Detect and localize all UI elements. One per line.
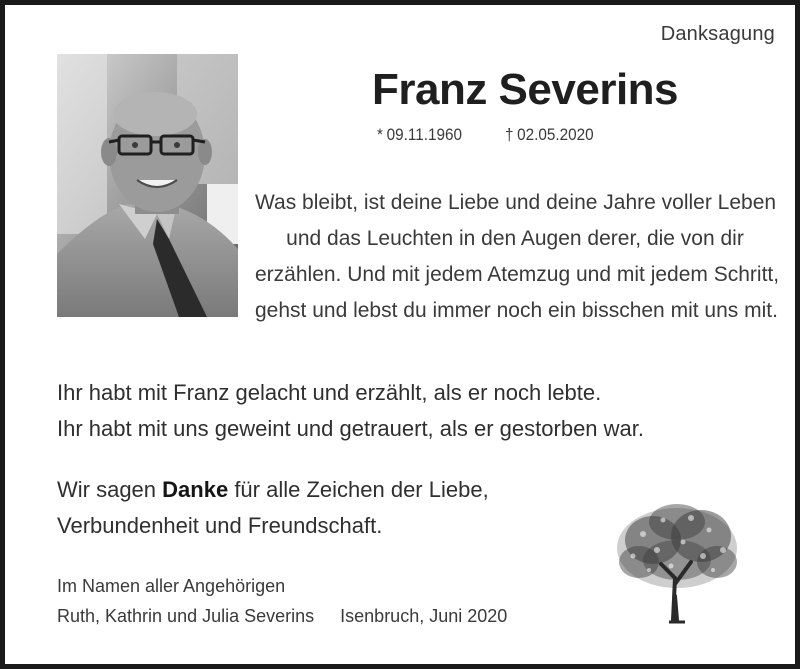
thanks-emphasis: Danke [162,477,229,502]
portrait-photo [57,54,238,317]
thanks-suffix: für alle Zeichen der Liebe, [228,477,489,502]
death-date [505,125,594,145]
deceased-name: Franz Severins [371,65,679,114]
signature-block [57,571,617,631]
signature-line [57,601,617,631]
poem-line: Was bleibt, ist deine Liebe und deine Jahre voller Leben [255,191,777,214]
category-label: Danksagung [660,23,775,45]
thanks-prefix: Wir sagen [57,477,163,502]
poem-line: erzählen. Und mit jedem Atemzug und mit jedem Schritt, [255,263,780,286]
birth-date [377,125,462,145]
message-line: Ihr habt mit Franz gelacht und erzählt, als er noch lebte. [57,380,602,405]
place-date: Isenbruch, Juni 2020 [340,606,508,626]
death-date-value: 02.05.2020 [517,125,594,144]
message-line: Ihr habt mit uns geweint und getrauert, als er gestorben war. [57,416,644,441]
tree-icon [613,500,741,625]
poem-line: gehst und lebst du immer noch ein bisschen mit uns mit. [255,299,778,322]
thanks-block [57,472,657,544]
birth-date-value: 09.11.1960 [386,125,463,144]
signature-intro: Im Namen aller Angehörigen [57,576,286,596]
poem-line: und das Leuchten in den Augen derer, die von dir [286,227,744,250]
thanks-line [57,472,657,508]
birth-star-icon: * [377,125,383,144]
thanks-line-2: Verbundenheit und Freundschaft. [57,513,383,538]
death-cross-icon: † [505,125,514,144]
memorial-poem [255,185,780,329]
message-block [57,375,657,447]
family-names: Ruth, Kathrin und Julia Severins [57,606,315,626]
